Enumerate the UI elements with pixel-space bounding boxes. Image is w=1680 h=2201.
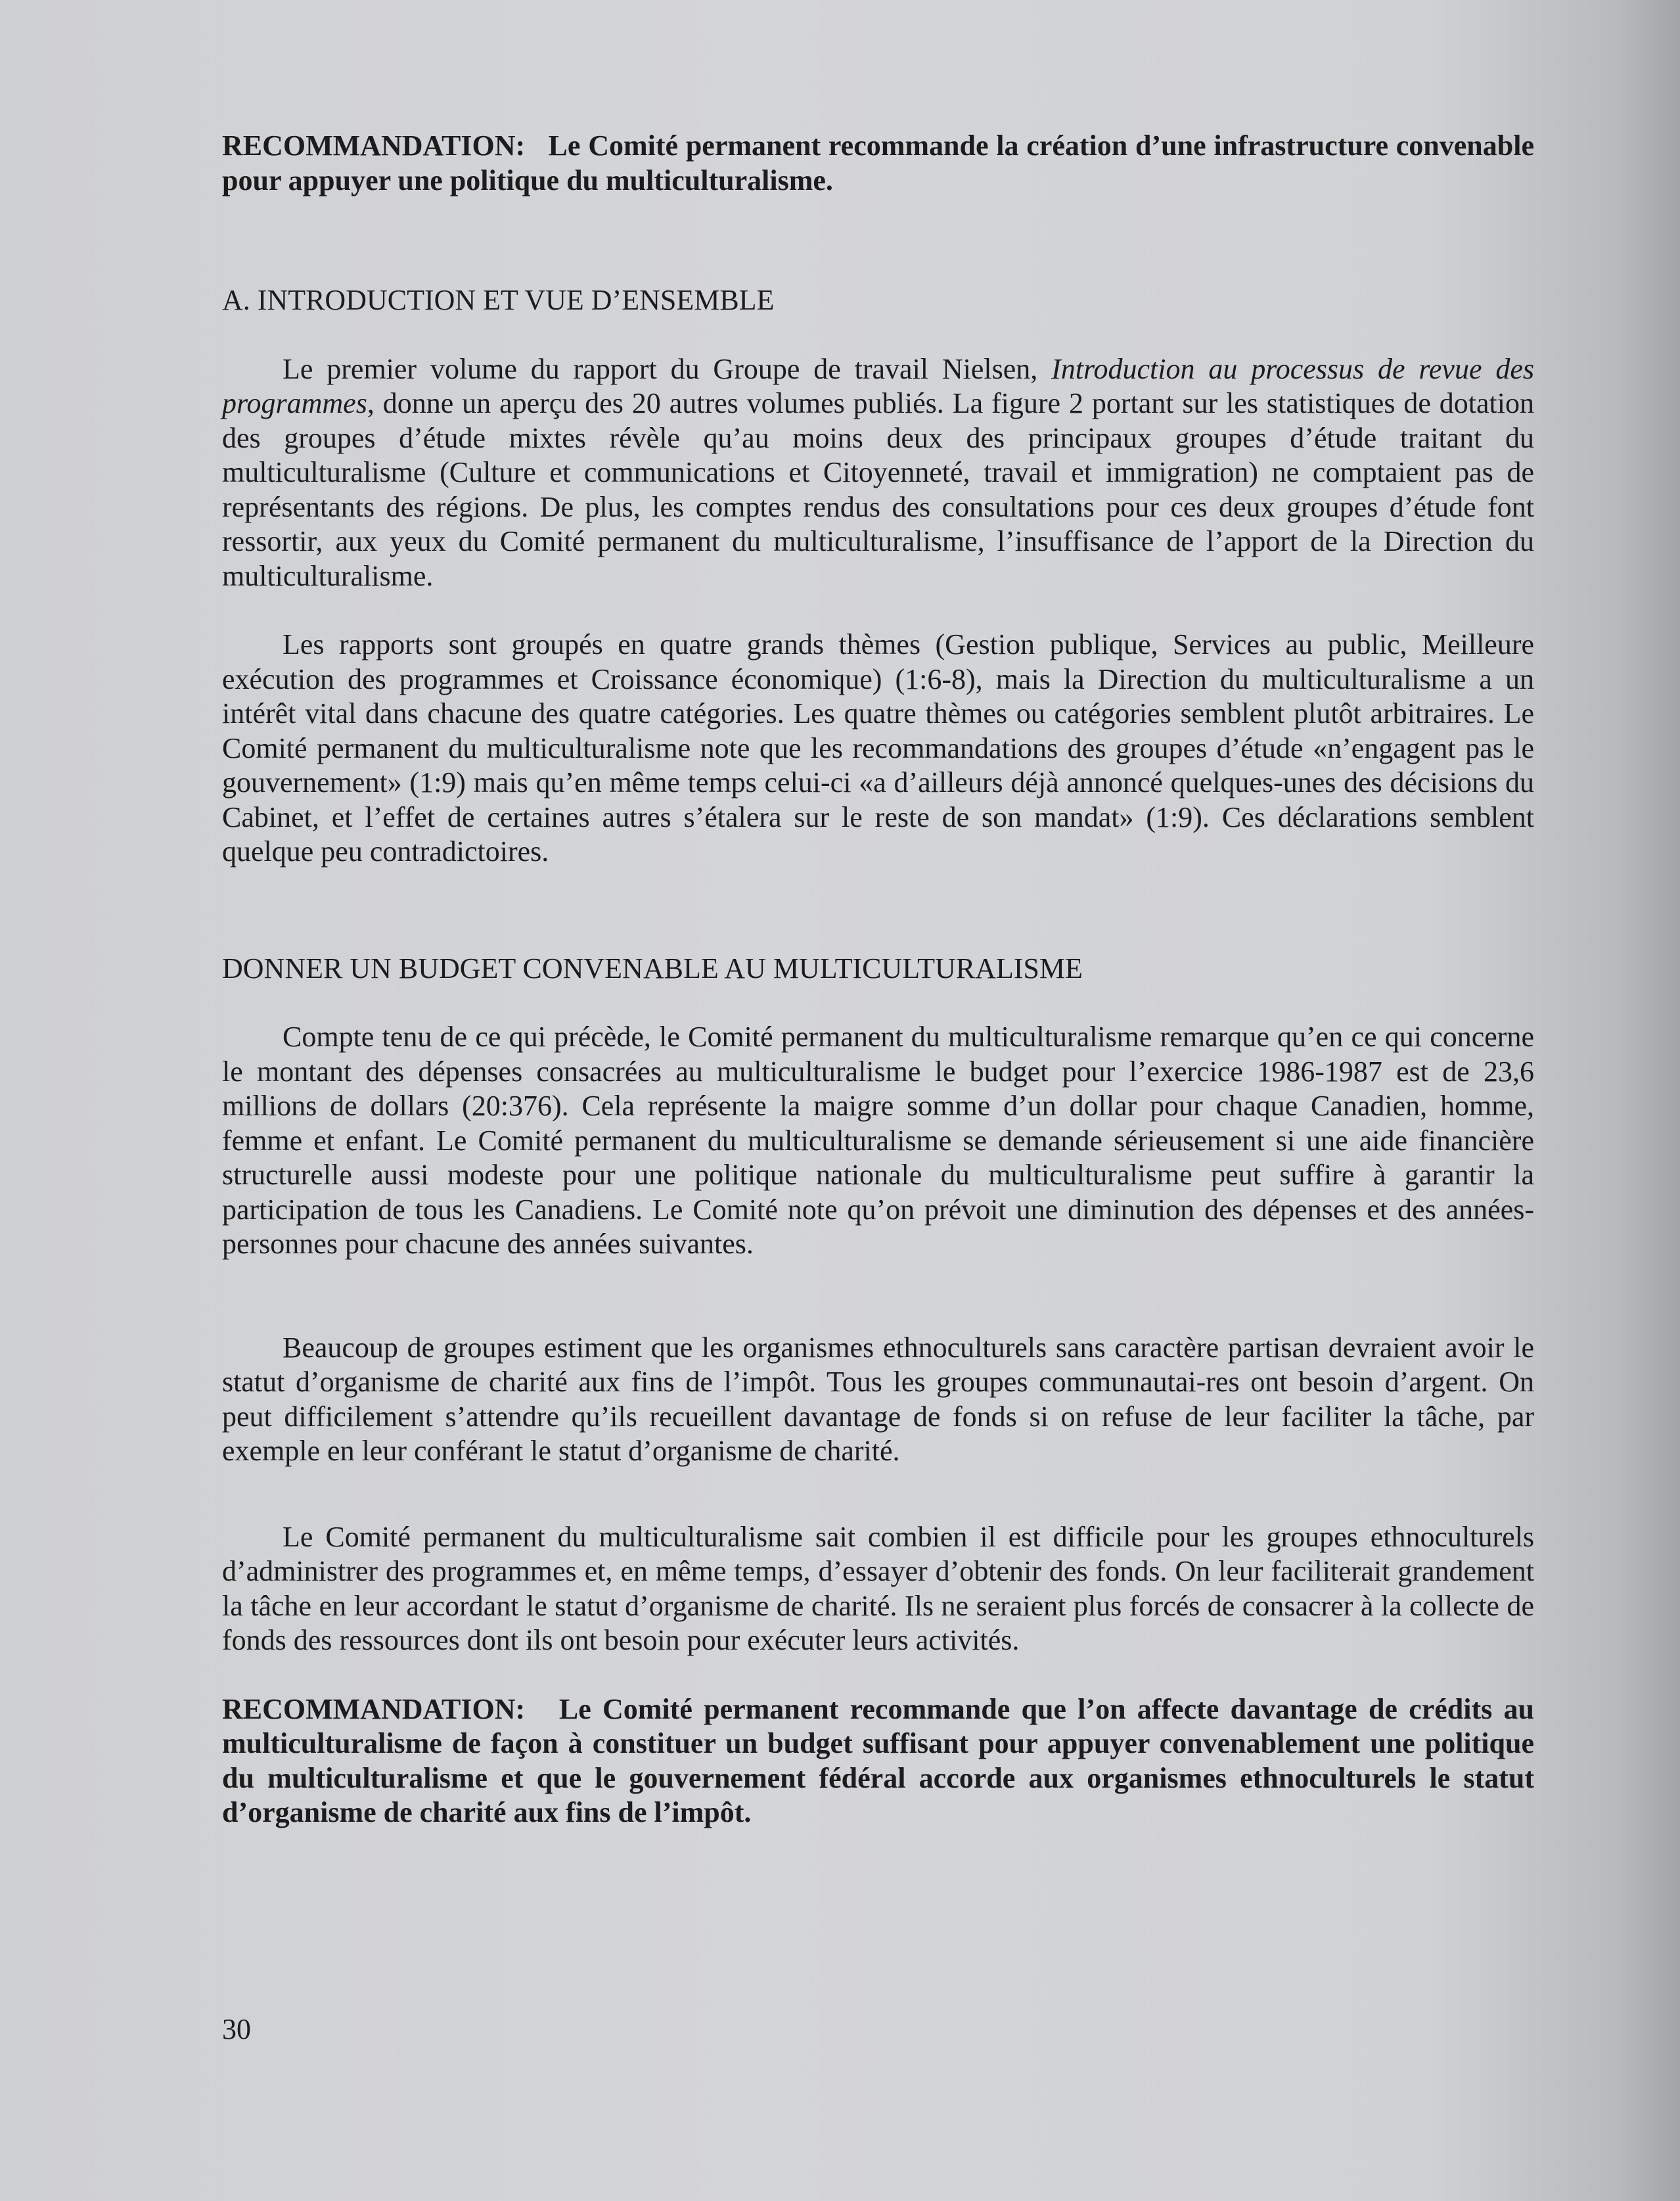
recommendation-2-label: RECOMMANDATION: — [222, 1692, 526, 1725]
page-content — [222, 129, 1534, 1830]
recommendation-2-text: Le Comité permanent recommande que l’on affecte davantage de crédits au multiculturalisme de façon à constituer un budget suffisant pour appuyer convenablement une politique du multiculturalisme et que le gouvernement fédéral accorde aux organismes ethnoculturels le statut d’organisme de charité aux fins de l’impôt. — [222, 1692, 1534, 1828]
section-a-heading: A. INTRODUCTION ET VUE D’ENSEMBLE — [222, 284, 775, 316]
section-budget-heading: DONNER UN BUDGET CONVENABLE AU MULTICULTURALISME — [222, 952, 1083, 985]
recommendation-1 — [222, 129, 1534, 198]
recommendation-1-label: RECOMMANDATION: — [222, 129, 526, 162]
section-a-paragraph-1 — [222, 352, 1534, 594]
section-budget-paragraph-3: Le Comité permanent du multiculturalisme sait combien il est difficile pour les groupes ethnoculturels d’administrer des programmes et, en même temps, d’essayer d’obtenir des fonds. On leur faciliterait grandement la tâche en leur accordant le statut d’organisme de charité. Ils ne seraient plus forcés de consacrer à la collecte de fonds des ressources dont ils ont besoin pour exécuter leurs activités. — [222, 1520, 1534, 1656]
page-number: 30 — [222, 2013, 251, 2045]
section-a-paragraph-2: Les rapports sont groupés en quatre grands thèmes (Gestion publique, Services au public, Meilleure exécution des programmes et Croissance économique) (1:6-8), mais la Direction du multiculturalisme a un intérêt vital dans chacune des quatre catégories. Les quatre thèmes ou catégories semblent plutôt arbitraires. Le Comité permanent du multiculturalisme note que les recommandations des groupes d’étude «n’engagent pas le gouvernement» (1:9) mais qu’en même temps celui-ci «a d’ailleurs déjà annoncé quelques-unes des décisions du Cabinet, et l’effet de certaines autres s’étalera sur le reste de son mandat» (1:9). Ces déclarations semblent quelque peu contradictoires. — [222, 628, 1534, 868]
section-budget-paragraph-1: Compte tenu de ce qui précède, le Comité permanent du multiculturalisme remarque qu’en ce qui concerne le montant des dépenses consacrées au multiculturalisme le budget pour l’exercice 1986-1987 est de 23,6 millions de dollars (20:376). Cela représente la maigre somme d’un dollar pour chaque Canadien, homme, femme et enfant. Le Comité permanent du multiculturalisme se demande sérieusement si une aide financière structurelle aussi modeste pour une politique nationale du multiculturalisme peut suffire à garantir la participation de tous les Canadiens. Le Comité note qu’on prévoit une diminution des dépenses et des années-personnes pour chacune des années suivantes. — [222, 1021, 1534, 1260]
section-budget-paragraph-2: Beaucoup de groupes estiment que les organismes ethnoculturels sans caractère partisan devraient avoir le statut d’organisme de charité aux fins de l’impôt. Tous les groupes communautai-res ont besoin d’argent. On peut difficilement s’attendre qu’ils recueillent davantage de fonds si on refuse de leur faciliter la tâche, par exemple en leur conférant le statut d’organisme de charité. — [222, 1331, 1534, 1467]
recommendation-1-text: Le Comité permanent recommande la création d’une infrastructure convenable pour appuyer une politique du multiculturalisme. — [222, 129, 1535, 197]
section-a-p1-before: Le premier volume du rapport du Groupe de travail Nielsen, — [283, 352, 1052, 385]
section-a-p1-after: , donne un aperçu des 20 autres volumes publiés. La figure 2 portant sur les statistiques de dotation des groupes d’étude mixtes révèle qu’au moins deux des principaux groupes d’étude traitant du multiculturalisme (Culture et communications et Citoyenneté, travail et immigration) ne comptaient pas de représentants des régions. De plus, les comptes rendus des consultations pour ces deux groupes d’étude font ressortir, aux yeux du Comité permanent du multiculturalisme, l’insuffisance de l’apport de la Direction du multiculturalisme. — [222, 387, 1534, 592]
section-a-p1-title: Introduction au processus de revue des programmes — [222, 352, 1534, 419]
recommendation-2 — [222, 1692, 1534, 1830]
